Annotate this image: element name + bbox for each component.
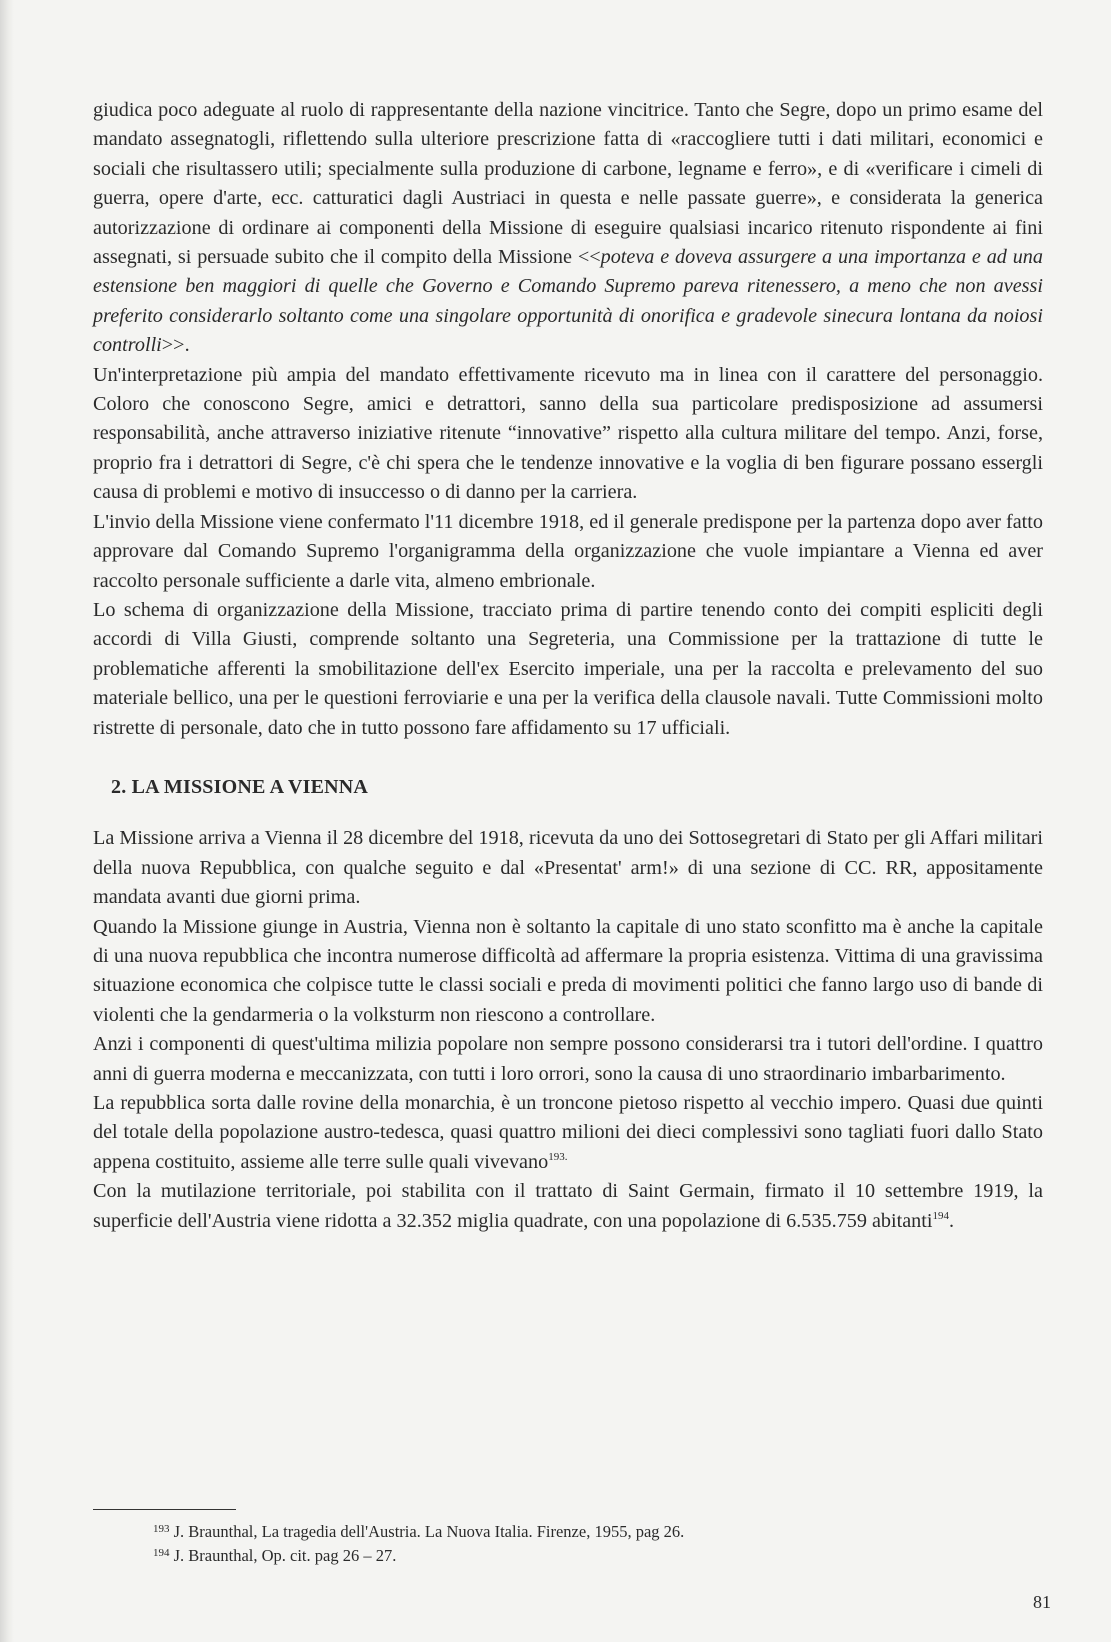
footnotes [93,1509,1043,1568]
footnote-ref-194[interactable]: 194 [932,1209,949,1222]
footnote-ref-193[interactable]: 193. [548,1150,568,1163]
paragraph-9: Con la mutilazione territoriale, poi stabilita con il trattato di Saint Germain, firmato il 10 settembre 1919, la superficie dell'Austria viene ridotta a 32.352 miglia quadrate, con una popolazione di 6.535.759 abitanti$^{194}$. [93,1180,1043,1232]
page-spine-shadow [0,0,14,1642]
footnote-193: $^{193}$ J. Braunthal, La tragedia dell'Austria. La Nuova Italia. Firenze, 1955, pag 26. [153,1522,685,1541]
paragraph-1: giudica poco adeguate al ruolo di rappresentante della nazione vincitrice. Tanto che Segre, dopo un primo esame del mandato assegnatogli, riflettendo sulla ulteriore prescrizione fatta di «raccogliere tutti i dati militari, economici e sociali che risultassero utili; specialmente sulla produzione di carbone, legname e ferro», e di «verificare i cimeli di guerra, opere d'arte, ecc. catturatici dagli Austriaci in questa e nelle passate guerre», e considerata la generica autorizzazione di ordinare ai componenti della Missione di eseguire qualsiasi incarico ritenuto rispondente ai fini assegnati, si persuade subito che il compito della Missione <<poteva e doveva assurgere a una importanza e ad una estensione ben maggiori di quelle che Governo e Comando Supremo pareva ritenessero, a meno che non avessi preferito considerarlo soltanto come una singolare opportunità di onorifica e gradevole sinecura lontana da noiosi controlli>>. [93,99,1043,357]
paragraph-4: Lo schema di organizzazione della Missione, tracciato prima di partire tenendo conto dei compiti espliciti degli accordi di Villa Giusti, comprende soltanto una Segreteria, una Commissione per la trattazione di tutte le problematiche afferenti la smobilitazione dell'ex Esercito imperiale, una per la raccolta e prelevamento del suo materiale bellico, una per le questioni ferroviarie e una per la verifica della clausole navali. Tutte Commissioni molto ristrette di personale, dato che in tutto possono fare affidamento su 17 ufficiali. [93,598,1043,739]
paragraph-2: Un'interpretazione più ampia del mandato effettivamente ricevuto ma in linea con il carattere del personaggio. Coloro che conoscono Segre, amici e detrattori, sanno della sua particolare predisposizione ad assumersi responsabilità, anche attraverso iniziative ritenute “innovative” rispetto alla cultura militare del tempo. Anzi, forse, proprio fra i detrattori di Segre, c'è chi spera che le tendenze innovative e la voglia di ben figurare possano essergli causa di problemi e motivo di insuccesso o di danno per la carriera. [93,363,1043,504]
paragraph-3: L'invio della Missione viene confermato l'11 dicembre 1918, ed il generale predispone per la partenza dopo aver fatto approvare dal Comando Supremo l'organigramma della organizzazione che vuole impiantare a Vienna ed aver raccolto personale sufficiente a darle vita, almeno embrionale. [93,510,1043,592]
paragraph-7: Anzi i componenti di quest'ultima milizia popolare non sempre possono considerarsi tra i tutori dell'ordine. I quattro anni di guerra moderna e meccanizzata, con tutti i loro orrori, sono la causa di uno straordinario imbarbarimento. [93,1033,1043,1085]
paragraph-6: Quando la Missione giunge in Austria, Vienna non è soltanto la capitale di uno stato sconfitto ma è anche la capitale di una nuova repubblica che incontra numerose difficoltà ad affermare la propria esistenza. Vittima di una gravissima situazione economica che colpisce tutte le classi sociali e preda di movimenti politici che fanno largo uso di bande di violenti che la gendarmeria o la volksturm non riescono a controllare. [93,915,1043,1026]
page-body [93,96,1043,1236]
section-heading: 2. LA MISSIONE A VIENNA [111,775,369,798]
footnote-rule [93,1509,236,1510]
italic-quote: poteva e doveva assurgere a una importanza e ad una estensione ben maggiori di quelle che Governo e Comando Supremo pareva ritenessero, a meno che non avessi preferito considerarlo soltanto come una singolare opportunità di onorifica e gradevole sinecura lontana da noiosi controlli [93,246,1043,357]
paragraph-5: La Missione arriva a Vienna il 28 dicembre del 1918, ricevuta da uno dei Sottosegretari di Stato per gli Affari militari della nuova Repubblica, con qualche seguito e dal «Presentat' arm!» di una sezione di CC. RR, appositamente mandata avanti due giorni prima. [93,827,1043,909]
paragraph-8: La repubblica sorta dalle rovine della monarchia, è un troncone pietoso rispetto al vecchio impero. Quasi due quinti del totale della popolazione austro-tedesca, quasi quattro milioni dei dieci complessivi sono tagliati fuori dallo Stato appena costituito, assieme alle terre sulle quali vivevano$^{193.}$ [93,1092,1043,1173]
footnote-194: $^{194}$ J. Braunthal, Op. cit. pag 26 – 27. [153,1546,397,1565]
page-number: 81 [1033,1592,1051,1612]
